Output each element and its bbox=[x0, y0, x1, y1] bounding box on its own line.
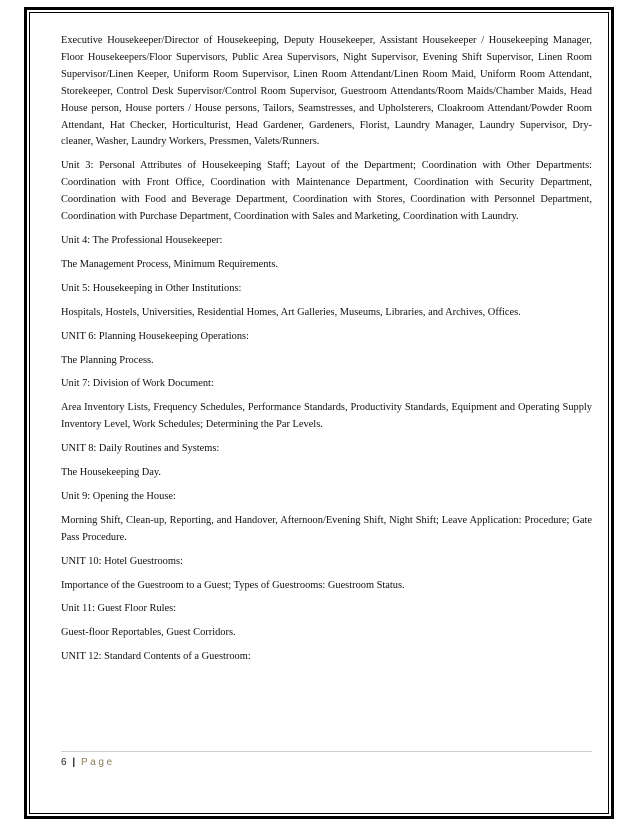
unit-5-content: Hospitals, Hostels, Universities, Residential Homes, Art Galleries, Museums, Libraries, and Archives, Offices. bbox=[61, 306, 521, 318]
unit-9-content: Morning Shift, Clean-up, Reporting, and Handover, Afternoon/Evening Shift, Night Shift; Leave Application: Procedure; Gate Pass Procedure. bbox=[61, 514, 592, 543]
unit-6-content: The Planning Process. bbox=[61, 354, 154, 366]
staff-list-paragraph: Executive Housekeeper/Director of Housekeeping, Deputy Housekeeper, Assistant Housekeeper / Housekeeping Manager, Floor Housekeepers/Floor Supervisors, Public Area Supervisors, Night Supervisor, Evening Shift Supervisor, Linen Room Supervisor/Linen Keeper, Uniform Room Supervisor, Linen Room Attendant/Linen Room Maid, Uniform Room Attendant, Storekeeper, Control Desk Supervisor/Control Room Supervisor, Guestroom Attendants/Room Maids/Chamber Maids, Head House person, House porters / House persons, Tailors, Seamstresses, and Upholsterers, Cloakroom Attendant/Powder Room Attendant, Hat Checker, Horticulturist, Head Gardener, Gardeners, Florist, Laundry Manager, Laundry Supervisor, Dry-cleaner, Washer, Laundry Workers, Pressmen, Valets/Runners. bbox=[61, 35, 592, 148]
page-label: Page bbox=[80, 757, 115, 768]
unit-10-content: Importance of the Guestroom to a Guest; Types of Guestrooms: Guestroom Status. bbox=[61, 579, 405, 591]
unit-6-heading: UNIT 6: Planning Housekeeping Operations: bbox=[61, 330, 249, 342]
document-body bbox=[61, 33, 592, 673]
unit-8-content: The Housekeeping Day. bbox=[61, 467, 162, 479]
footer-divider bbox=[61, 751, 592, 752]
unit-10-heading: UNIT 10: Hotel Guestrooms: bbox=[61, 555, 183, 567]
page-footer bbox=[61, 757, 115, 768]
unit-7-content: Area Inventory Lists, Frequency Schedules, Performance Standards, Productivity Standards, Equipment and Operating Supply Inventory Level, Work Schedules; Determining the Par Levels. bbox=[61, 402, 592, 431]
unit-12-heading: UNIT 12: Standard Contents of a Guestroom: bbox=[61, 651, 251, 663]
footer-separator: | bbox=[72, 757, 76, 768]
unit-11-content: Guest-floor Reportables, Guest Corridors. bbox=[61, 627, 236, 639]
page-number: 6 bbox=[61, 757, 67, 768]
unit-4-content: The Management Process, Minimum Requirements. bbox=[61, 258, 279, 270]
unit-4-heading: Unit 4: The Professional Housekeeper: bbox=[61, 234, 223, 246]
unit-5-heading: Unit 5: Housekeeping in Other Institutions: bbox=[61, 282, 242, 294]
unit-7-heading: Unit 7: Division of Work Document: bbox=[61, 378, 214, 390]
unit-11-heading: Unit 11: Guest Floor Rules: bbox=[61, 603, 177, 615]
unit-3-paragraph: Unit 3: Personal Attributes of Housekeeping Staff; Layout of the Department; Coordination with Other Departments: Coordination with Front Office, Coordination with Maintenance Department, Coordination with Security Department, Coordination with Food and Beverage Department, Coordination with Stores, Coordination with Personnel Department, Coordination with Purchase Department, Coordination with Sales and Marketing, Coordination with Laundry. bbox=[61, 160, 592, 223]
unit-9-heading: Unit 9: Opening the House: bbox=[61, 490, 176, 502]
unit-8-heading: UNIT 8: Daily Routines and Systems: bbox=[61, 443, 220, 455]
